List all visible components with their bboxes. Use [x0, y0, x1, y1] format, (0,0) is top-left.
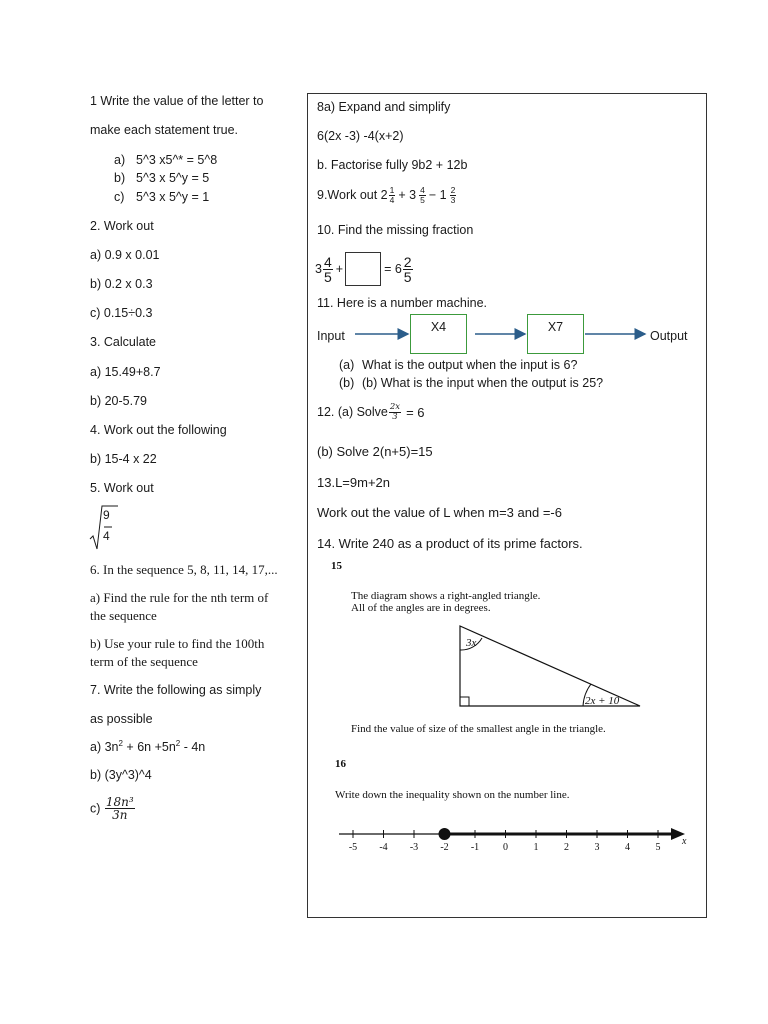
number-line-tick-label: 3 — [594, 842, 600, 853]
q5-num: 9 — [103, 508, 110, 522]
number-line-tick-label: 4 — [625, 842, 630, 853]
q7-line2: as possible — [90, 712, 153, 726]
q9-frac2 — [419, 186, 426, 204]
q7a-pre: a) 3n — [90, 740, 119, 755]
q10-plus: + — [335, 262, 344, 276]
q7a-sup2: 2 — [175, 739, 181, 748]
q7a-mid: + 6n +5n — [122, 740, 176, 755]
q10-n1: 4 — [323, 253, 332, 270]
right-angle-marker — [460, 697, 469, 706]
q1a-text: 5^3 x5^* = 5^8 — [136, 153, 218, 167]
q10-eq: = 6 — [384, 262, 402, 276]
q1a-label: a) — [114, 153, 126, 167]
q9-n1: 1 — [389, 185, 395, 195]
q6a-line2: the sequence — [90, 608, 157, 623]
q15-question: Find the value of size of the smallest angle in the triangle. — [351, 723, 606, 735]
q9-d3: 3 — [450, 194, 456, 205]
q12a-frac — [389, 403, 401, 421]
q12a-num: 2x — [389, 402, 401, 412]
q2b: b) 0.2 x 0.3 — [90, 277, 153, 291]
q9-plus: + 3 — [398, 188, 417, 202]
q4b: b) 15-4 x 22 — [90, 452, 157, 466]
q13-text: Work out the value of L when m=3 and =-6 — [317, 505, 562, 520]
q10-d1: 5 — [323, 268, 332, 285]
q11a-text: What is the output when the input is 6? — [362, 358, 578, 372]
triangle-shape — [460, 626, 640, 706]
machine-box-2 — [527, 314, 584, 354]
q6-title: 6. In the sequence 5, 8, 11, 14, 17,... — [90, 562, 278, 577]
number-line-tick-label: -3 — [409, 842, 419, 853]
q10-d2: 5 — [403, 268, 412, 285]
q10-whole: 3 — [315, 262, 322, 276]
q9-d1: 4 — [389, 194, 395, 205]
q9-frac3 — [450, 186, 457, 204]
q15-angle-right: 2x + 10 — [585, 695, 620, 707]
q4-title: 4. Work out the following — [90, 423, 227, 437]
q9-d2: 5 — [420, 194, 425, 205]
q5-root — [88, 503, 118, 551]
q9-n3: 2 — [450, 185, 456, 195]
q6b-line1: b) Use your rule to find the 100th — [90, 636, 265, 651]
q2a: a) 0.9 x 0.01 — [90, 248, 160, 262]
q15-number: 15 — [331, 560, 342, 572]
q9-minus: − 1 — [428, 188, 447, 202]
q10-frac1 — [323, 255, 333, 284]
number-line-tick-label: -2 — [440, 842, 449, 853]
q9 — [317, 186, 457, 204]
machine-box-1 — [410, 314, 467, 354]
q5-den: 4 — [103, 529, 110, 543]
q9-frac1 — [389, 186, 396, 204]
q1-line2: make each statement true. — [90, 123, 238, 137]
machine-input-label: Input — [317, 329, 345, 343]
q10-title: 10. Find the missing fraction — [317, 223, 474, 237]
q15-line1: The diagram shows a right-angled triangle. — [351, 590, 541, 602]
q16-number: 16 — [335, 758, 346, 770]
number-line-tick-label: 0 — [503, 842, 508, 853]
q1b-label: b) — [114, 171, 126, 185]
q8b: b. Factorise fully 9b2 + 12b — [317, 158, 468, 172]
q7b: b) (3y^3)^4 — [90, 768, 152, 782]
q11-title: 11. Here is a number machine. — [317, 296, 487, 310]
q3b: b) 20-5.79 — [90, 394, 147, 408]
q7c-fraction — [105, 796, 135, 821]
machine-box-1-label: X4 — [430, 320, 447, 334]
q7a — [90, 739, 205, 754]
number-line-tick-label: -5 — [348, 842, 358, 853]
q12a — [317, 403, 425, 421]
q7a-post: - 4n — [180, 740, 206, 755]
q7c-num: 18n³ — [105, 795, 134, 809]
q7c — [90, 796, 136, 821]
q7c-den: 3n — [112, 808, 128, 822]
q10-n2: 2 — [403, 253, 412, 270]
q5-title: 5. Work out — [90, 481, 154, 495]
number-line-tick-label: 1 — [533, 842, 539, 853]
number-line-tick-label: 2 — [564, 842, 569, 853]
q7-line1: 7. Write the following as simply — [90, 683, 262, 697]
number-line-axis-label: x — [682, 836, 687, 847]
q7c-label: c) — [90, 801, 101, 816]
q12b: (b) Solve 2(n+5)=15 — [317, 444, 433, 459]
q1-line1: 1 Write the value of the letter to — [90, 94, 264, 108]
machine-output-label: Output — [650, 329, 688, 343]
machine-box-2-label: X7 — [547, 320, 564, 334]
q7a-sup1: 2 — [118, 739, 123, 748]
q8a-title: 8a) Expand and simplify — [317, 100, 451, 114]
q3a: a) 15.49+8.7 — [90, 365, 161, 379]
q11b-text: (b) What is the input when the output is 25? — [362, 376, 604, 390]
q9-label: 9.Work out 2 — [317, 188, 388, 202]
closed-circle-marker — [439, 829, 450, 840]
q16-text: Write down the inequality shown on the number line. — [335, 789, 570, 801]
q14-text: 14. Write 240 as a product of its prime factors. — [317, 536, 583, 551]
q11a-label: (a) — [339, 358, 355, 372]
number-line — [335, 820, 695, 870]
q15-angle-top: 3x — [466, 637, 477, 649]
q11b-label: (b) — [339, 376, 355, 390]
q6a-line1: a) Find the rule for the nth term of — [90, 590, 269, 605]
q1c-label: c) — [114, 190, 125, 204]
q15-line2: All of the angles are in degrees. — [351, 602, 491, 614]
q9-n2: 4 — [420, 185, 425, 195]
q2-title: 2. Work out — [90, 219, 154, 233]
q10-answer-box[interactable] — [345, 252, 381, 286]
q2c: c) 0.15÷0.3 — [90, 306, 153, 320]
right-triangle-diagram — [450, 620, 650, 715]
q10-frac2 — [403, 255, 413, 284]
q6b-line2: term of the sequence — [90, 654, 198, 669]
q13-title: 13.L=9m+2n — [317, 475, 391, 490]
q12a-eq: = 6 — [406, 404, 425, 420]
number-line-tick-label: -1 — [470, 842, 480, 853]
q10-equation — [315, 251, 414, 287]
machine-arrows — [350, 320, 690, 350]
number-line-tick-label: 5 — [655, 842, 661, 853]
number-line-tick-label: -4 — [379, 842, 388, 853]
q1c-text: 5^3 x 5^y = 1 — [136, 190, 210, 204]
q8a-expr: 6(2x -3) -4(x+2) — [317, 129, 404, 143]
q12a-den: 3 — [392, 411, 398, 422]
q12a-pre: 12. (a) Solve — [317, 405, 388, 419]
q3-title: 3. Calculate — [90, 335, 157, 349]
q1b-text: 5^3 x 5^y = 5 — [136, 171, 210, 185]
